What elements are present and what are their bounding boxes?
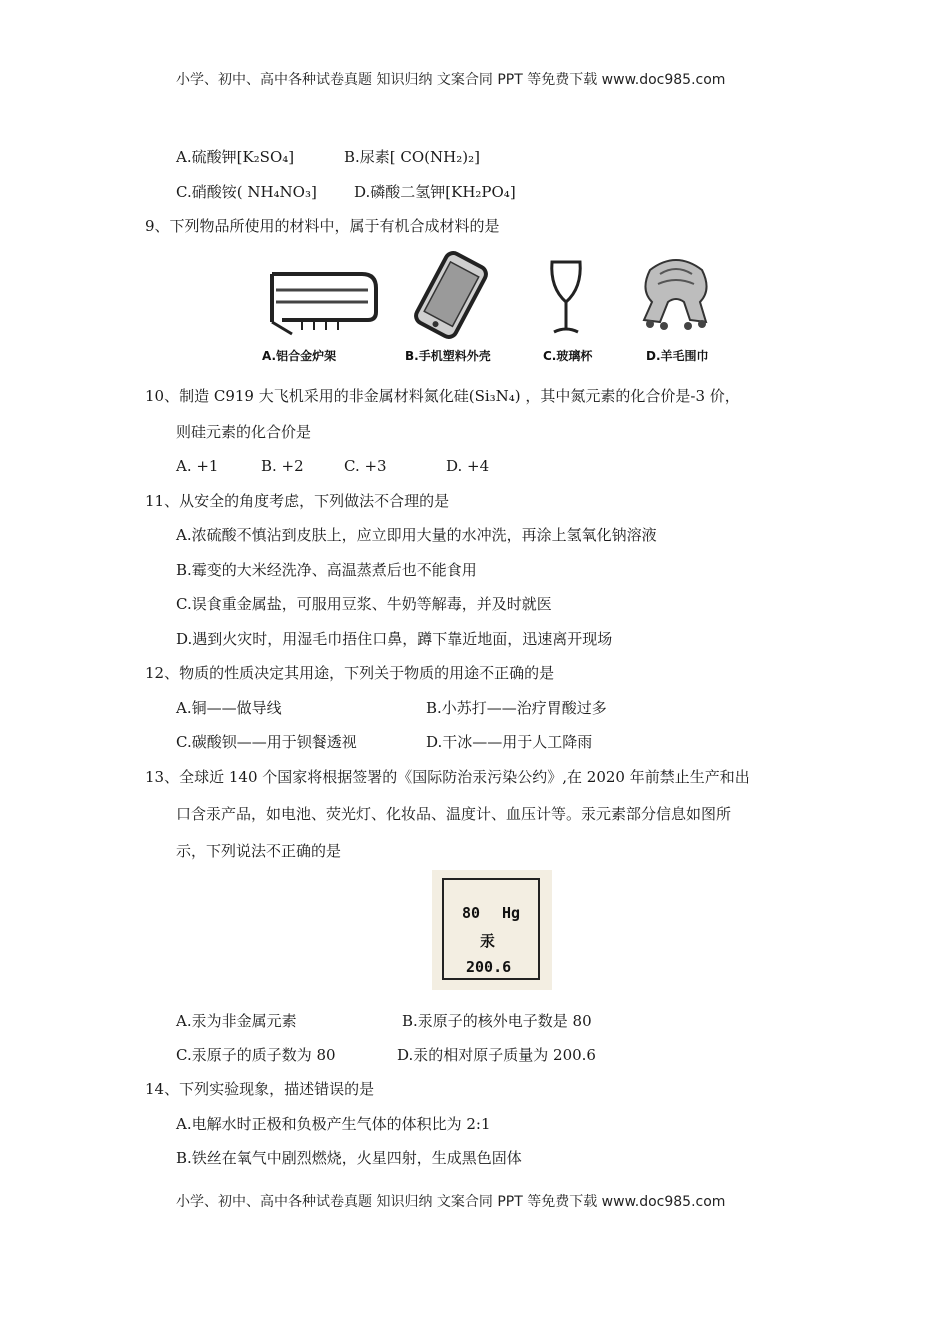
q12-option-d: D.干冰——用于人工降雨: [426, 733, 593, 751]
glass-cup-image: [546, 258, 586, 338]
element-card-image: [432, 870, 552, 990]
q10-option-c: C. +3: [344, 457, 387, 475]
q8-option-b: B.尿素[ CO(NH₂)₂]: [344, 148, 480, 166]
q14-stem: 14、下列实验现象，描述错误的是: [145, 1080, 375, 1098]
q11-option-c: C.误食重金属盐，可服用豆浆、牛奶等解毒，并及时就医: [176, 595, 552, 613]
page-footer: 小学、初中、高中各种试卷真题 知识归纳 文案合同 PPT 等免费下载 www.doc985.com: [176, 1194, 726, 1210]
q13-stem-line2: 口含汞产品，如电池、荧光灯、化妆品、温度计、血压计等。汞元素部分信息如图所: [176, 805, 732, 823]
q10-option-b: B. +2: [261, 457, 304, 475]
q14-option-a: A.电解水时正极和负极产生气体的体积比为 2:1: [176, 1115, 491, 1133]
element-symbol: Hg: [502, 904, 521, 922]
q13-option-d: D.汞的相对原子质量为 200.6: [397, 1046, 596, 1064]
q9-caption-c: C.玻璃杯: [543, 349, 593, 363]
q11-option-a: A.浓硫酸不慎沾到皮肤上，应立即用大量的水冲洗，再涂上氢氧化钠溶液: [176, 526, 657, 544]
q11-stem: 11、从安全的角度考虑，下列做法不合理的是: [145, 492, 450, 510]
element-name: 汞: [480, 932, 496, 950]
q10-option-a: A. +1: [176, 457, 219, 475]
q11-option-b: B.霉变的大米经洗净、高温蒸煮后也不能食用: [176, 561, 477, 579]
stove-rack-image: [262, 262, 382, 342]
q12-stem: 12、物质的性质决定其用途，下列关于物质的用途不正确的是: [145, 664, 555, 682]
element-card: [442, 878, 540, 980]
q10-option-d: D. +4: [446, 457, 490, 475]
q10-stem-cont: 则硅元素的化合价是: [176, 423, 312, 441]
q12-option-c: C.碳酸钡——用于钡餐透视: [176, 733, 357, 751]
q9-stem: 9、下列物品所使用的材料中，属于有机合成材料的是: [145, 217, 500, 235]
phone-case-image: [405, 250, 497, 340]
q12-option-b: B.小苏打——治疗胃酸过多: [426, 699, 607, 717]
q8-option-d: D.磷酸二氢钾[KH₂PO₄]: [354, 183, 516, 201]
q9-caption-b: B.手机塑料外壳: [405, 349, 491, 363]
q11-option-d: D.遇到火灾时，用湿毛巾捂住口鼻，蹲下靠近地面，迅速离开现场: [176, 630, 613, 648]
q10-stem: 10、制造 C919 大飞机采用的非金属材料氮化硅(Si₃N₄) ，其中氮元素的化合价是-3 价，: [145, 387, 740, 405]
q13-option-a: A.汞为非金属元素: [176, 1012, 297, 1030]
q14-option-b: B.铁丝在氧气中剧烈燃烧，火星四射，生成黑色固体: [176, 1149, 522, 1167]
q8-option-c: C.硝酸铵( NH₄NO₃]: [176, 183, 317, 201]
element-atomic-mass: 200.6: [466, 958, 512, 976]
q9-caption-d: D.羊毛围巾: [646, 349, 709, 363]
q13-option-c: C.汞原子的质子数为 80: [176, 1046, 336, 1064]
element-atomic-number: 80: [462, 904, 481, 922]
q13-stem-line1: 13、全球近 140 个国家将根据签署的《国际防治汞污染公约》,在 2020 年前禁止生产和出: [145, 768, 750, 786]
wool-scarf-image: [630, 250, 722, 330]
q12-option-a: A.铜——做导线: [176, 699, 282, 717]
q9-caption-a: A.铝合金炉架: [262, 349, 337, 363]
page-header: 小学、初中、高中各种试卷真题 知识归纳 文案合同 PPT 等免费下载 www.doc985.com: [176, 72, 726, 88]
q13-option-b: B.汞原子的核外电子数是 80: [402, 1012, 592, 1030]
q13-stem-line3: 示，下列说法不正确的是: [176, 842, 342, 860]
q8-option-a: A.硫酸钾[K₂SO₄]: [176, 148, 295, 166]
